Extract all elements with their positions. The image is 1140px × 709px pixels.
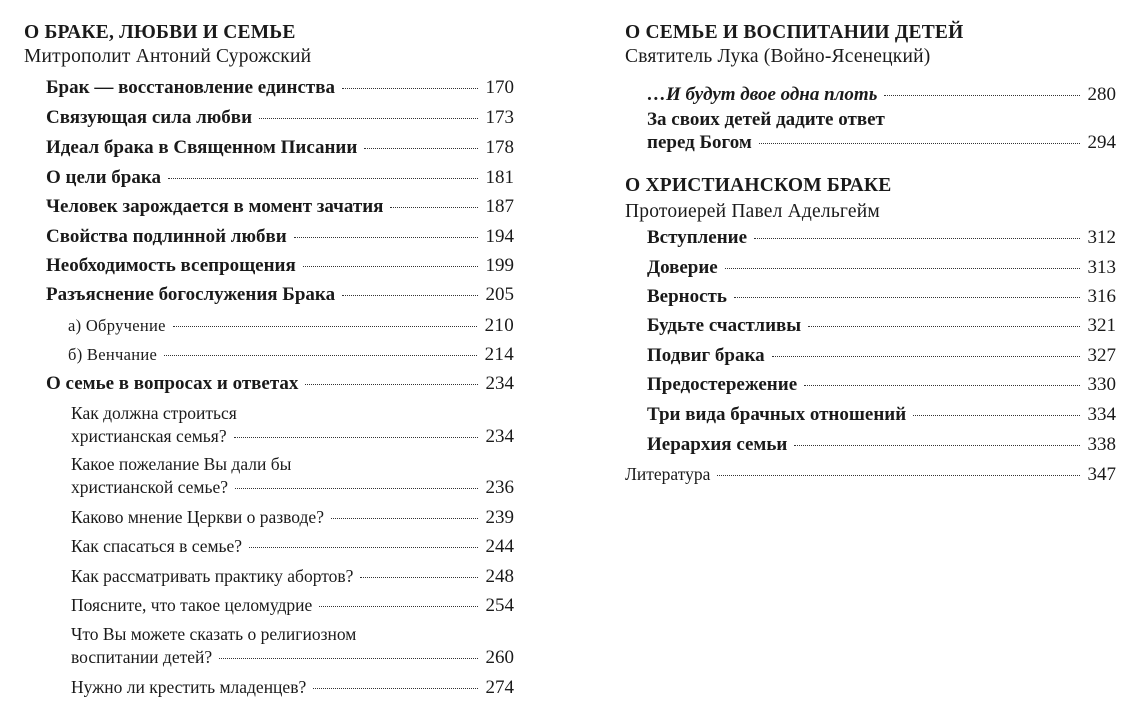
toc-entry-title: а) Обручение <box>68 316 166 335</box>
toc-entry-literature[interactable] <box>625 462 1116 487</box>
toc-page-number: 194 <box>485 226 514 247</box>
toc-page-number: 321 <box>1087 315 1116 336</box>
toc-entry[interactable] <box>46 106 514 130</box>
toc-page-number: 294 <box>1087 132 1116 153</box>
toc-entry-title: Разъяснение богослужения Брака <box>46 284 336 305</box>
section-author: Митрополит Антоний Сурожский <box>24 46 312 67</box>
toc-subentry[interactable] <box>71 424 514 449</box>
toc-page-number: 173 <box>485 107 514 128</box>
dot-leader <box>331 518 478 519</box>
dot-leader <box>234 437 478 438</box>
toc-entry-title: христианская семья? <box>71 426 227 446</box>
dot-leader <box>884 95 1079 96</box>
toc-entry-title: Каково мнение Церкви о разводе? <box>71 507 324 527</box>
toc-page-number: 244 <box>485 536 514 557</box>
dot-leader <box>913 415 1079 416</box>
toc-entry[interactable] <box>46 372 514 396</box>
dot-leader <box>313 688 477 689</box>
toc-entry-title: Связующая сила любви <box>46 107 253 128</box>
dot-leader <box>725 268 1080 269</box>
toc-entry-title-line1: За своих детей дадите ответ <box>647 109 885 130</box>
toc-entry-title: Необходимость всепрощения <box>46 255 296 276</box>
toc-entry[interactable] <box>647 433 1116 457</box>
toc-page-number: 248 <box>485 566 514 587</box>
toc-page-number: 170 <box>485 77 514 98</box>
toc-entry-title: Поясните, что такое целомудрие <box>71 595 313 615</box>
toc-entry[interactable] <box>647 256 1116 280</box>
section-title: О ХРИСТИАНСКОМ БРАКЕ <box>625 175 892 196</box>
dot-leader <box>342 295 477 296</box>
toc-entry-title: Вступление <box>647 227 748 248</box>
toc-entry-title: О семье в вопросах и ответах <box>46 373 299 394</box>
toc-page-number: 316 <box>1087 286 1116 307</box>
dot-leader <box>219 658 477 659</box>
section-title: О БРАКЕ, ЛЮБВИ И СЕМЬЕ <box>24 22 296 43</box>
toc-page-number: 187 <box>485 196 514 217</box>
toc-entry-title: воспитании детей? <box>71 647 213 667</box>
dot-leader <box>249 547 477 548</box>
toc-page-number: 313 <box>1087 257 1116 278</box>
toc-page-number: 210 <box>484 315 514 336</box>
toc-entry[interactable] <box>647 226 1116 250</box>
toc-page-number: 234 <box>485 426 514 447</box>
toc-page-number: 234 <box>485 373 514 394</box>
toc-entry-title: …И будут двое одна плоть <box>647 84 878 105</box>
toc-entry[interactable] <box>647 131 1116 155</box>
dot-leader <box>360 577 477 578</box>
toc-subentry[interactable] <box>71 593 514 618</box>
toc-page-number: 347 <box>1087 464 1116 485</box>
dot-leader <box>173 326 477 327</box>
toc-entry[interactable] <box>647 344 1116 368</box>
section-author: Протоиерей Павел Адельгейм <box>625 201 880 222</box>
dot-leader <box>734 297 1080 298</box>
toc-subentry[interactable] <box>71 475 514 500</box>
dot-leader <box>754 238 1079 239</box>
toc-entry-title: Брак — восстановление единства <box>46 77 336 98</box>
toc-entry[interactable] <box>46 166 514 190</box>
dot-leader <box>319 606 477 607</box>
toc-entry-title: Иерархия семьи <box>647 434 788 455</box>
dot-leader <box>168 178 478 179</box>
toc-entry[interactable] <box>46 136 514 160</box>
toc-entry-title: Будьте счастливы <box>647 315 802 336</box>
toc-page-number: 260 <box>485 647 514 668</box>
toc-entry-title-line1: Какое пожелание Вы дали бы <box>71 454 292 474</box>
toc-page-number: 334 <box>1087 404 1116 425</box>
toc-entry-title: христианской семье? <box>71 477 228 497</box>
dot-leader <box>259 118 477 119</box>
toc-page-number: 178 <box>485 137 514 158</box>
toc-entry[interactable] <box>647 373 1116 397</box>
toc-entry-title: б) Венчание <box>68 345 158 364</box>
dot-leader <box>390 207 477 208</box>
toc-entry[interactable] <box>46 254 514 278</box>
dot-leader <box>303 266 478 267</box>
dot-leader <box>164 355 477 356</box>
toc-entry[interactable] <box>647 83 1116 107</box>
dot-leader <box>364 148 477 149</box>
dot-leader <box>342 88 477 89</box>
toc-subentry[interactable] <box>71 534 514 559</box>
section-title: О СЕМЬЕ И ВОСПИТАНИИ ДЕТЕЙ <box>625 22 964 43</box>
toc-page-number: 199 <box>485 255 514 276</box>
dot-leader <box>305 384 477 385</box>
toc-entry[interactable] <box>647 285 1116 309</box>
toc-entry-title-line1: Что Вы можете сказать о религиозном <box>71 624 357 644</box>
toc-entry-title: Идеал брака в Священном Писании <box>46 137 358 158</box>
toc-page-number: 254 <box>485 595 514 616</box>
dot-leader <box>794 445 1079 446</box>
toc-entry-title: О цели брака <box>46 167 161 188</box>
toc-entry-title: Как рассматривать практику абортов? <box>71 566 354 586</box>
toc-page-number: 280 <box>1087 84 1116 105</box>
toc-entry[interactable] <box>647 314 1116 338</box>
toc-subentry[interactable] <box>71 505 514 530</box>
toc-entry[interactable] <box>46 225 514 249</box>
toc-page-number: 327 <box>1087 345 1116 366</box>
toc-entry-title: Доверие <box>647 257 718 278</box>
toc-subentry[interactable] <box>71 645 514 670</box>
toc-page-number: 205 <box>485 284 514 305</box>
toc-entry-title-line1: Как должна строиться <box>71 403 237 423</box>
toc-entry-title: Предостережение <box>647 374 798 395</box>
toc-entry-title: Три вида брачных отношений <box>647 404 907 425</box>
toc-entry-title: Человек зарождается в момент зачатия <box>46 196 384 217</box>
toc-entry[interactable] <box>647 403 1116 427</box>
toc-page-number: 330 <box>1087 374 1116 395</box>
toc-entry-title: Литература <box>625 464 711 484</box>
toc-entry-title: Свойства подлинной любви <box>46 226 287 247</box>
toc-page-number: 338 <box>1087 434 1116 455</box>
dot-leader <box>804 385 1079 386</box>
toc-subentry[interactable] <box>71 675 514 700</box>
section-author: Святитель Лука (Войно-Ясенецкий) <box>625 46 931 67</box>
toc-page-number: 274 <box>485 677 514 698</box>
dot-leader <box>772 356 1080 357</box>
toc-subentry[interactable] <box>68 314 514 338</box>
dot-leader <box>808 326 1079 327</box>
toc-subentry[interactable] <box>71 564 514 589</box>
toc-entry-title: перед Богом <box>647 132 752 153</box>
toc-entry[interactable] <box>46 76 514 100</box>
toc-entry[interactable] <box>46 283 514 307</box>
toc-entry-title: Верность <box>647 286 727 307</box>
toc-page-number: 312 <box>1087 227 1116 248</box>
toc-subentry[interactable] <box>68 343 514 367</box>
toc-entry-title: Подвиг брака <box>647 345 765 366</box>
dot-leader <box>759 143 1080 144</box>
toc-page-number: 181 <box>485 167 514 188</box>
toc-entry[interactable] <box>46 195 514 219</box>
toc-page-number: 236 <box>485 477 514 498</box>
dot-leader <box>235 488 478 489</box>
dot-leader <box>294 237 478 238</box>
dot-leader <box>717 475 1079 476</box>
toc-entry-title: Как спасаться в семье? <box>71 536 243 556</box>
toc-page-number: 239 <box>485 507 514 528</box>
toc-page-number: 214 <box>484 344 514 365</box>
toc-entry-title: Нужно ли крестить младенцев? <box>71 677 307 697</box>
